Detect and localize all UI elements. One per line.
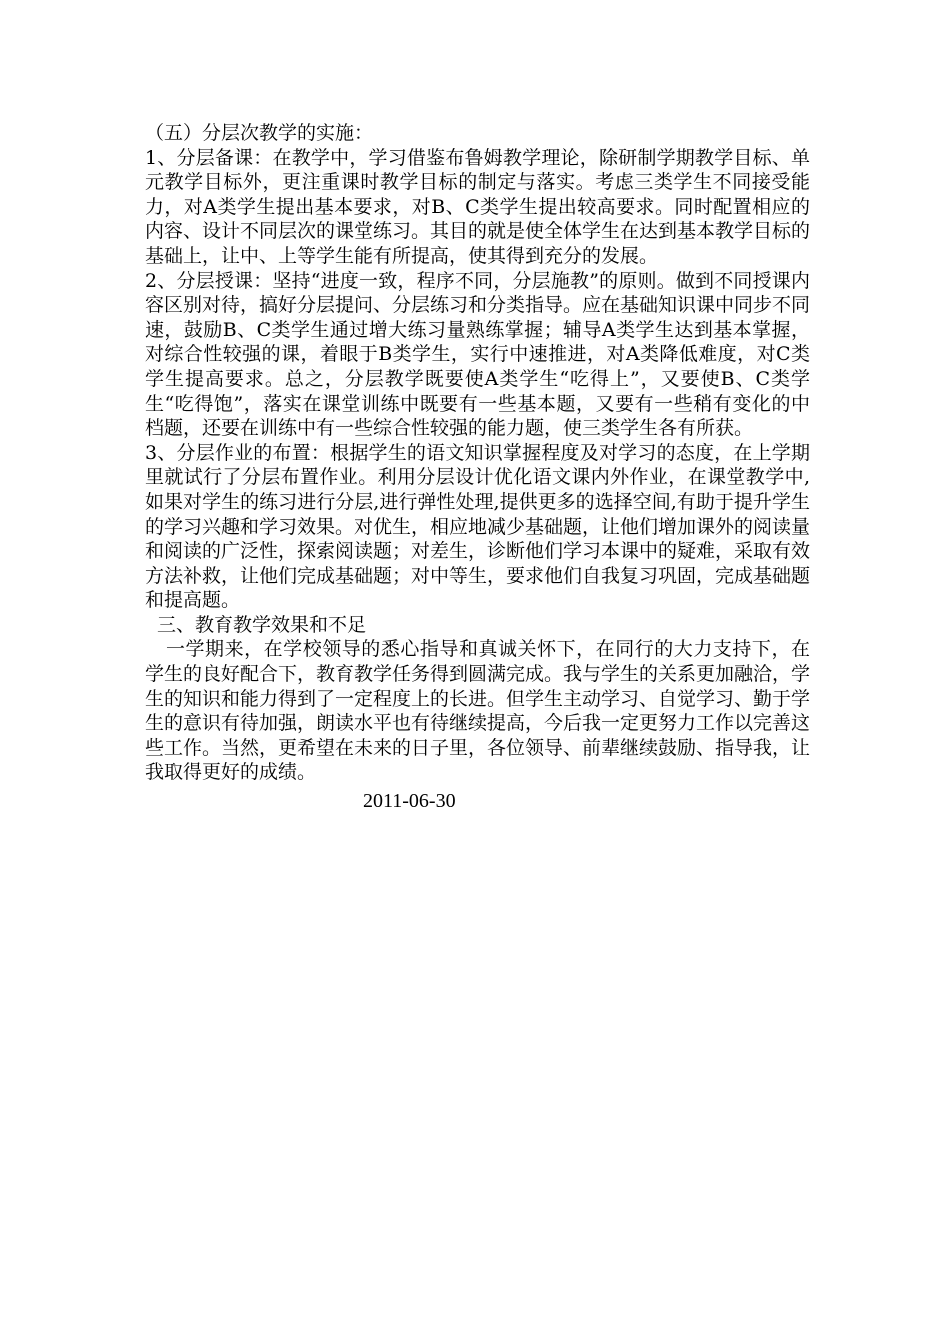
paragraph-tiered-homework: 3、分层作业的布置：根据学生的语文知识掌握程度及对学习的态度，在上学期里就试行了分层布置作业。利用分层设计优化语文课内外作业，在课堂教学中,如果对学生的练习进行分层,进行弹性处理,提供更多的选择空间,有助于提升学生的学习兴趣和学习效果。对优生，相应地减少基础题，让他们增加课外的阅读量和阅读的广泛性，探索阅读题；对差生，诊断他们学习本课中的疑难，采取有效方法补救，让他们完成基础题；对中等生，要求他们自我复习巩固，完成基础题和提高题。 xyxy=(145,441,811,612)
section-heading-results: 三、教育教学效果和不足 xyxy=(157,613,367,636)
document-body xyxy=(145,121,810,814)
section-heading-tiered-teaching: （五）分层次教学的实施： xyxy=(145,122,374,144)
paragraph-tiered-lesson-prep: 1、分层备课：在教学中，学习借鉴布鲁姆教学理论，除研制学期教学目标、单元教学目标外，更注重课时教学目标的制定与落实。考虑三类学生不同接受能力，对A类学生提出基本要求，对B、C类学生提出较高要求。同时配置相应的内容、设计不同层次的课堂练习。其目的就是使全体学生在达到基本教学目标的基础上，让中、上等学生能有所提高，使其得到充分的发展。 xyxy=(145,146,811,267)
document-date: 2011-06-30 xyxy=(363,790,456,813)
paragraph-summary: 一学期来，在学校领导的悉心指导和真诚关怀下，在同行的大力支持下，在学生的良好配合下，教育教学任务得到圆满完成。我与学生的关系更加融洽，学生的知识和能力得到了一定程度上的长进。但学生主动学习、自觉学习、勤于学生的意识有待加强，朗读水平也有待继续提高，今后我一定更努力工作以完善这些工作。当然，更希望在未来的日子里，各位领导、前辈继续鼓励、指导我，让我取得更好的成绩。 xyxy=(145,638,811,784)
paragraph-tiered-instruction: 2、分层授课：坚持“进度一致，程序不同，分层施教”的原则。做到不同授课内容区别对待，搞好分层提问、分层练习和分类指导。应在基础知识课中同步不同速，鼓励B、C类学生通过增大练习量熟练掌握；辅导A类学生达到基本掌握，对综合性较强的课，着眼于B类学生，实行中速推进，对A类降低难度，对C类学生提高要求。总之，分层教学既要使A类学生“吃得上”，又要使B、C类学生“吃得饱”，落实在课堂训练中既要有一些基本题，又要有一些稍有变化的中档题，还要在训练中有一些综合性较强的能力题，使三类学生各有所获。 xyxy=(145,269,811,440)
